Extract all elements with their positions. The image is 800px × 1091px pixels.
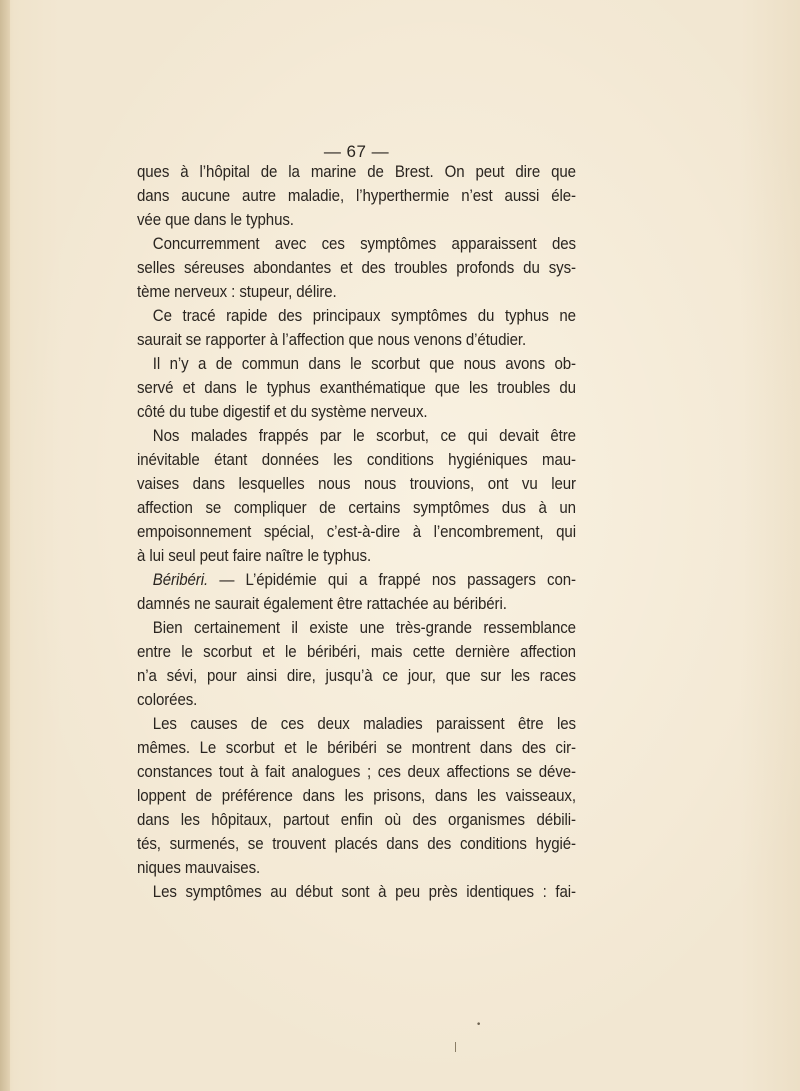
text-line: [137, 520, 576, 544]
text-line: [137, 496, 576, 520]
text-line: [137, 880, 576, 904]
text-line-content: mêmes. Le scorbut et le béribéri se montrent dans des cir-: [137, 739, 576, 757]
text-line: [137, 232, 576, 256]
text-line-content: dans les hôpitaux, partout enfin où des organismes débili-: [137, 811, 576, 829]
text-line: [137, 712, 576, 736]
text-line-content: servé et dans le typhus exanthématique que les troubles du: [137, 379, 576, 397]
page-number: — 67 —: [323, 142, 390, 161]
text-line-content: entre le scorbut et le béribéri, mais cette dernière affection: [137, 643, 576, 661]
text-line: [137, 304, 576, 328]
text-line-content: affection se compliquer de certains symptômes dus à un: [137, 499, 576, 517]
text-line: [137, 808, 576, 832]
text-line-content: Il n’y a de commun dans le scorbut que nous avons ob-: [152, 355, 576, 373]
text-line: [137, 184, 576, 208]
text-line: [137, 688, 576, 712]
text-line: [137, 832, 576, 856]
text-line: [137, 424, 576, 448]
text-line-content: ques à l’hôpital de la marine de Brest. On peut dire que: [137, 163, 576, 181]
text-line: [137, 448, 576, 472]
text-line-content: saurait se rapporter à l’affection que nous venons d’étudier.: [137, 331, 527, 349]
text-line-content: Concurremment avec ces symptômes apparaissent des: [152, 235, 576, 253]
text-line: [137, 616, 576, 640]
text-line: [137, 760, 576, 784]
text-line-content: côté du tube digestif et du système nerveux.: [137, 403, 428, 421]
text-line: [137, 280, 576, 304]
text-line: [137, 352, 576, 376]
text-line-content: dans aucune autre maladie, l’hyperthermie n’est aussi éle-: [137, 187, 576, 205]
text-line-content: Les causes de ces deux maladies paraissent être les: [152, 715, 576, 733]
text-line: [137, 472, 576, 496]
section-heading-italic: Béribéri.: [152, 571, 209, 589]
text-line-content: Bien certainement il existe une très-grande ressemblance: [152, 619, 576, 637]
text-line: [137, 568, 576, 592]
text-line-content: damnés ne saurait également être rattachée au béribéri.: [137, 595, 507, 613]
ink-mark: [455, 1042, 456, 1052]
text-line-content: inévitable étant données les conditions hygiéniques mau-: [137, 451, 576, 469]
text-line-content: niques mauvaises.: [137, 859, 261, 877]
text-line-content: constances tout à fait analogues ; ces deux affections se déve-: [137, 763, 576, 781]
text-line-content: à lui seul peut faire naître le typhus.: [137, 547, 372, 565]
text-line-content: — L’épidémie qui a frappé nos passagers con-: [219, 571, 576, 589]
text-line-content: empoisonnement spécial, c’est-à-dire à l’encombrement, qui: [137, 523, 576, 541]
text-line-content: tème nerveux : stupeur, délire.: [137, 283, 337, 301]
text-line: [137, 400, 576, 424]
text-line: [137, 160, 576, 184]
text-line: [137, 544, 576, 568]
text-line-content: colorées.: [137, 691, 198, 709]
text-line-content: selles séreuses abondantes et des troubles profonds du sys-: [137, 259, 576, 277]
text-line: [137, 640, 576, 664]
page-binding-edge: [0, 0, 10, 1091]
text-line: [137, 208, 576, 232]
text-line: [137, 736, 576, 760]
text-line-content: Nos malades frappés par le scorbut, ce qui devait être: [152, 427, 576, 445]
text-line-content: Ce tracé rapide des principaux symptômes du typhus ne: [152, 307, 576, 325]
text-line-content: loppent de préférence dans les prisons, dans les vaisseaux,: [137, 787, 576, 805]
text-line: [137, 784, 576, 808]
text-line: [137, 376, 576, 400]
text-line: [137, 856, 576, 880]
text-line: [137, 256, 576, 280]
text-line-content: tés, surmenés, se trouvent placés dans des conditions hygié-: [137, 835, 576, 853]
text-line-content: vaises dans lesquelles nous nous trouvions, ont vu leur: [137, 475, 576, 493]
text-line: [137, 328, 576, 352]
text-line-content: vée que dans le typhus.: [137, 211, 294, 229]
text-line: [137, 664, 576, 688]
ink-speck: •: [476, 1020, 482, 1030]
body-text: [137, 160, 576, 904]
text-line: [137, 592, 576, 616]
text-line-content: n’a sévi, pour ainsi dire, jusqu’à ce jour, que sur les races: [137, 667, 576, 685]
text-line-content: Les symptômes au début sont à peu près identiques : fai-: [152, 883, 576, 901]
